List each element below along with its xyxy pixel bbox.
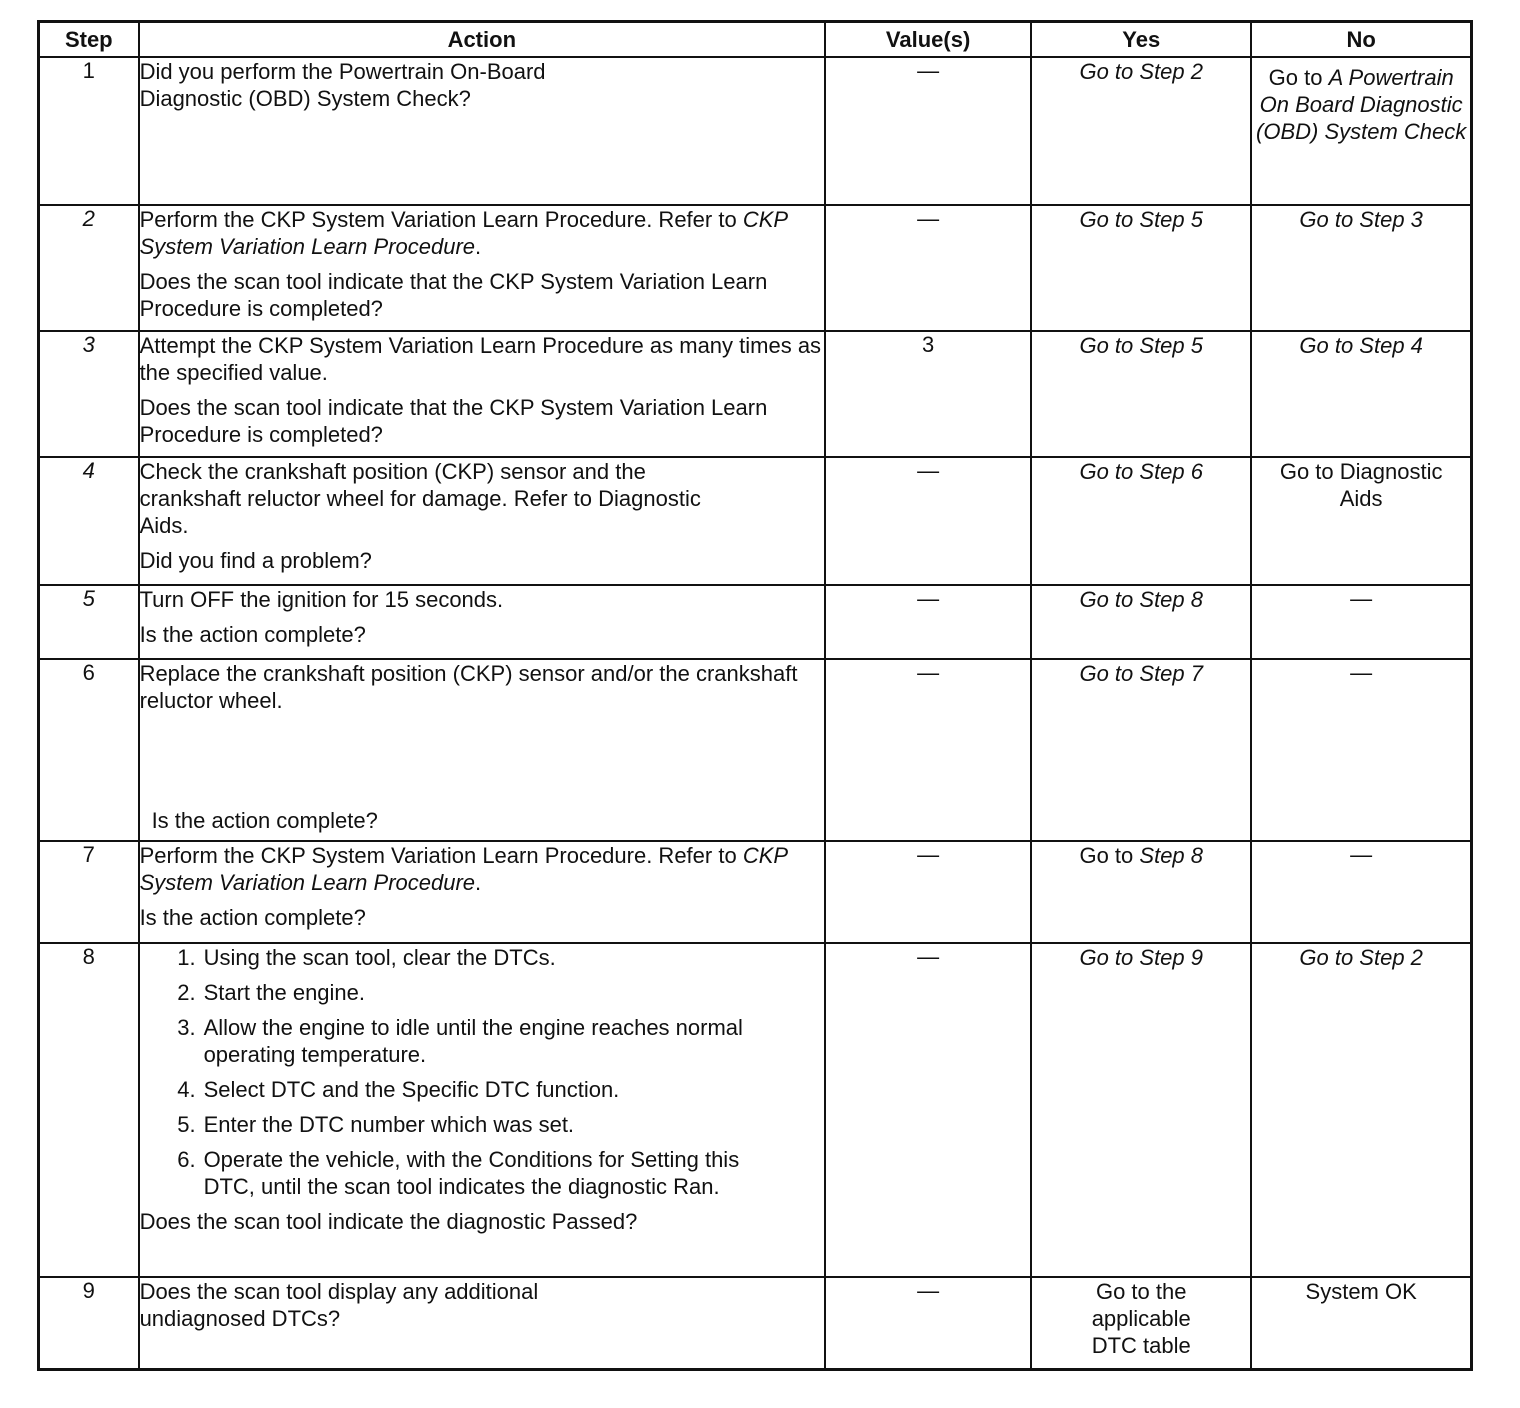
step-number: 1	[39, 57, 139, 205]
action-text-part: .	[475, 870, 482, 895]
action-question: Is the action complete?	[139, 905, 366, 930]
list-number: 1.	[177, 945, 196, 970]
value-cell: —	[825, 205, 1031, 331]
action-cell	[139, 57, 825, 205]
header-step: Step	[39, 22, 139, 58]
diagnostic-aids-link[interactable]: Go to Diagnostic Aids	[1279, 459, 1443, 511]
yes-cell: Go to Step 5	[1031, 205, 1251, 331]
action-text: Check the crankshaft position (CKP) sensor and the crankshaft reluctor wheel for damage. Refer to Diagnostic Aids.	[139, 459, 701, 538]
action-text: Does the scan tool display any additional undiagnosed DTCs?	[139, 1279, 539, 1331]
step-number: 2	[39, 205, 139, 331]
ckp-procedure-link[interactable]: CKP System Variation Learn Procedure	[139, 843, 788, 895]
value-cell: —	[825, 841, 1031, 943]
list-text: Using the scan tool, clear the DTCs.	[203, 945, 556, 970]
no-cell: —	[1251, 841, 1471, 943]
list-item	[140, 944, 824, 971]
action-text	[140, 842, 824, 896]
step-number: 9	[39, 1277, 139, 1369]
list-number: 3.	[177, 1015, 196, 1040]
list-item	[140, 1076, 824, 1103]
action-text: Turn OFF the ignition for 15 seconds.	[139, 587, 504, 612]
list-text: Operate the vehicle, with the Conditions for Setting this DTC, until the scan tool indicates the diagnostic Ran.	[203, 1147, 740, 1199]
action-cell	[139, 1277, 825, 1369]
step-number: 4	[39, 457, 139, 585]
table-row-step-4	[39, 457, 1472, 585]
yes-cell: Go to Step 5	[1031, 331, 1251, 457]
table-row-step-5	[39, 585, 1472, 659]
header-action: Action	[139, 22, 825, 58]
table-row-step-1	[39, 57, 1472, 205]
action-text-part: .	[475, 234, 482, 259]
table-row-step-9	[39, 1277, 1472, 1369]
value-cell: —	[825, 457, 1031, 585]
value-cell: —	[825, 57, 1031, 205]
table-row-step-7	[39, 841, 1472, 943]
action-cell	[139, 331, 825, 457]
action-cell	[139, 205, 825, 331]
action-cell	[139, 659, 825, 841]
list-number: 5.	[177, 1112, 196, 1137]
header-values: Value(s)	[825, 22, 1031, 58]
action-question: Does the scan tool indicate that the CKP System Variation Learn Procedure is completed?	[139, 269, 768, 321]
value-cell: 3	[825, 331, 1031, 457]
procedure-list	[140, 944, 824, 1200]
step-number: 8	[39, 943, 139, 1277]
list-item	[140, 1146, 824, 1200]
action-text-part: Perform the CKP System Variation Learn Procedure. Refer to	[139, 207, 737, 232]
list-item	[140, 1111, 824, 1138]
dtc-table-link[interactable]: Go to the applicable DTC table	[1091, 1279, 1191, 1358]
no-prefix: Go to	[1268, 65, 1323, 90]
list-text: Enter the DTC number which was set.	[203, 1112, 575, 1137]
list-item	[140, 1014, 824, 1068]
action-text	[140, 206, 824, 260]
yes-prefix: Go to	[1079, 843, 1134, 868]
yes-cell: Go to Step 7	[1031, 659, 1251, 841]
table-row-step-6	[39, 659, 1472, 841]
action-cell	[139, 943, 825, 1277]
value-cell: —	[825, 659, 1031, 841]
yes-cell	[1031, 1277, 1251, 1369]
yes-cell: Go to Step 8	[1031, 585, 1251, 659]
value-cell: —	[825, 1277, 1031, 1369]
header-no: No	[1251, 22, 1471, 58]
ckp-procedure-link[interactable]: CKP System Variation Learn Procedure	[139, 207, 788, 259]
action-text: Replace the crankshaft position (CKP) sensor and/or the crankshaft reluctor wheel.	[139, 661, 798, 713]
action-question: Did you find a problem?	[139, 548, 372, 573]
no-cell: —	[1251, 585, 1471, 659]
no-cell: System OK	[1251, 1277, 1471, 1369]
action-question: Is the action complete?	[139, 622, 366, 647]
no-cell: Go to Step 2	[1251, 943, 1471, 1277]
no-cell: Go to Step 3	[1251, 205, 1471, 331]
list-text: Allow the engine to idle until the engine reaches normal operating temperature.	[203, 1015, 743, 1067]
yes-link[interactable]: Step 8	[1139, 843, 1204, 868]
action-text: Attempt the CKP System Variation Learn Procedure as many times as the specified value.	[139, 333, 822, 385]
action-text: Did you perform the Powertrain On-Board Diagnostic (OBD) System Check?	[139, 59, 546, 111]
action-cell	[139, 457, 825, 585]
yes-cell: Go to Step 6	[1031, 457, 1251, 585]
list-text: Select DTC and the Specific DTC function.	[203, 1077, 620, 1102]
yes-cell: Go to Step 9	[1031, 943, 1251, 1277]
step-number: 3	[39, 331, 139, 457]
list-item	[140, 979, 824, 1006]
yes-cell	[1031, 841, 1251, 943]
list-number: 6.	[177, 1147, 196, 1172]
list-number: 2.	[177, 980, 196, 1005]
no-link-obd-check[interactable]: A Powertrain On Board Diagnostic (OBD) System Check	[1256, 65, 1467, 144]
value-cell: —	[825, 943, 1031, 1277]
action-question: Does the scan tool indicate the diagnostic Passed?	[139, 1209, 638, 1234]
no-cell: Go to Step 4	[1251, 331, 1471, 457]
table-row-step-8	[39, 943, 1472, 1277]
step-number: 7	[39, 841, 139, 943]
action-text-part: Perform the CKP System Variation Learn Procedure. Refer to	[139, 843, 737, 868]
action-question: Does the scan tool indicate that the CKP System Variation Learn Procedure is completed?	[139, 395, 768, 447]
step-number: 6	[39, 659, 139, 841]
action-cell	[139, 841, 825, 943]
step-number: 5	[39, 585, 139, 659]
table-row-step-2	[39, 205, 1472, 331]
header-row	[39, 22, 1472, 58]
list-number: 4.	[177, 1077, 196, 1102]
diagnostic-table	[37, 20, 1473, 1371]
action-question: Is the action complete?	[151, 808, 378, 833]
no-cell	[1251, 457, 1471, 585]
list-text: Start the engine.	[203, 980, 366, 1005]
value-cell: —	[825, 585, 1031, 659]
table-row-step-3	[39, 331, 1472, 457]
no-cell	[1251, 57, 1471, 205]
yes-cell: Go to Step 2	[1031, 57, 1251, 205]
no-cell: —	[1251, 659, 1471, 841]
header-yes: Yes	[1031, 22, 1251, 58]
action-cell	[139, 585, 825, 659]
